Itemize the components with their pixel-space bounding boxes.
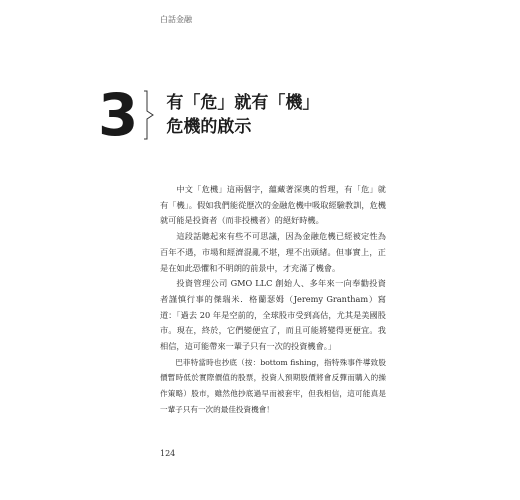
chapter-number: 3	[98, 81, 137, 149]
body-text	[160, 182, 386, 418]
chapter-title	[166, 91, 319, 139]
chapter-heading	[98, 81, 320, 149]
running-head: 白話金融	[160, 15, 192, 24]
paragraph-3: 投資管理公司 GMO LLC 創始人、多年來一向奉勸投資者謹慎行事的傑瑞米．格蘭瑟姆（Jeremy Grantham）寫道：「過去 20 年是空前的，全球股市受到高估，尤其是美國股市。現在，終於，它們變便宜了，而且可能將變得更便宜。我相信，這可能帶來一輩子只有一次的投資機會。」	[160, 278, 386, 352]
paragraph-2: 這段話聽起來有些不可思議，因為金融危機已經被定性為百年不遇，市場和經濟混亂不堪，理不出頭緒。但事實上，正是在如此恐懼和不明朗的前景中，才充滿了機會。	[160, 231, 386, 273]
page-number: 124	[160, 449, 176, 458]
chapter-title-line-1: 有「危」就有「機」	[166, 93, 320, 113]
paragraph-1: 中文「危機」這兩個字，蘊藏著深奧的哲理，有「危」就有「機」。假如我們能從歷次的金融危機中吸取經驗教訓，危機就可能是投資者（而非投機者）的絕好時機。	[160, 184, 386, 226]
chapter-bracket-icon	[142, 89, 156, 141]
chapter-title-line-2: 危機的啟示	[166, 117, 252, 137]
paragraph-4: 巴菲特當時也抄底（按：bottom fishing，指特殊事件導致股價暫時低於實際價值的股票，投資人預期股價將會反彈而購入的操作策略）股市，雖然他抄底過早而被套牢，但我相信，這可能真是一輩子只有一次的最佳投資機會！	[160, 357, 386, 414]
